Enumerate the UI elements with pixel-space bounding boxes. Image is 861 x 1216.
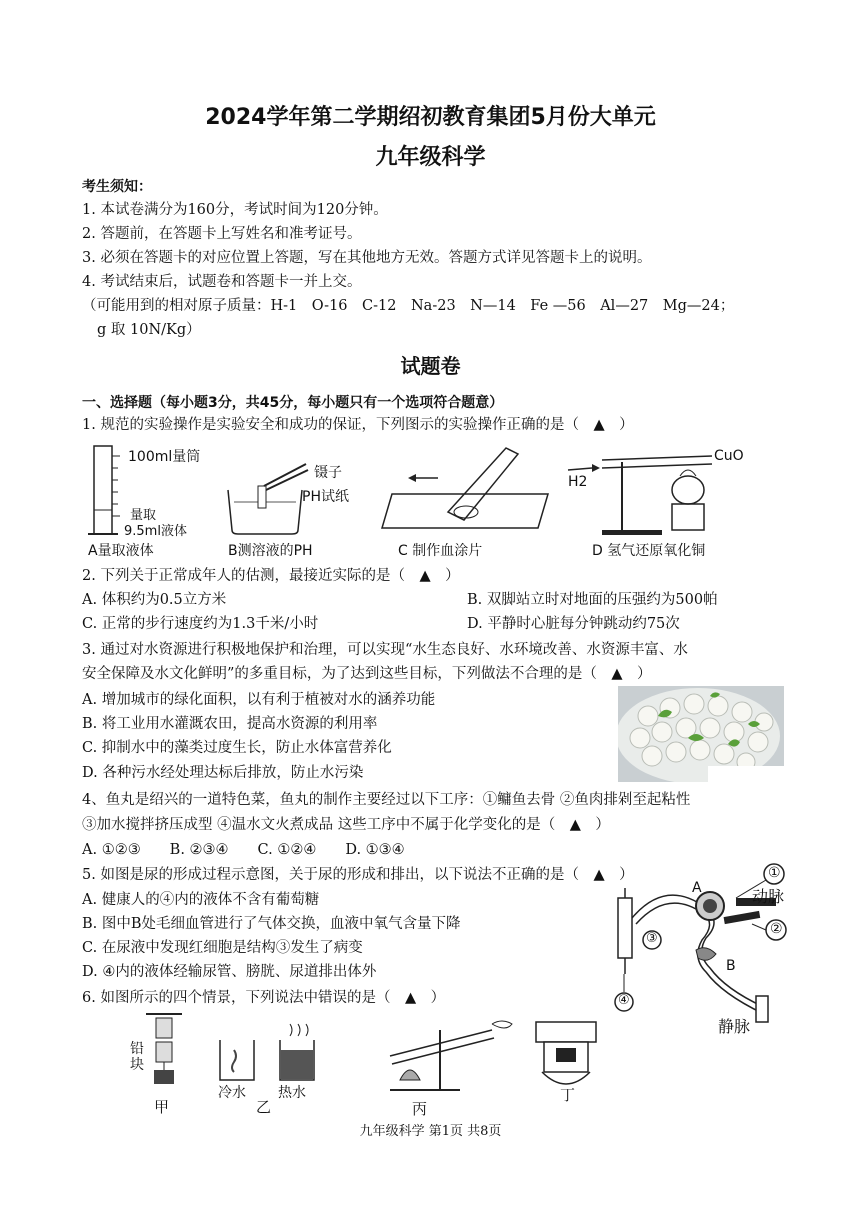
q6-label-block: 块 bbox=[130, 1057, 144, 1073]
q5-label-a: A bbox=[692, 880, 702, 896]
q1d-label-cuo: CuO bbox=[714, 448, 744, 464]
q6-label-lead: 铅 bbox=[130, 1041, 144, 1057]
section-1-heading: 一、选择题（每小题3分，共45分，每小题只有一个选项符合题意） bbox=[82, 395, 504, 411]
q6-stem: 6. 如图所示的四个情景，下列说法中错误的是（ ▲ ） bbox=[82, 990, 446, 1006]
q3-stem-line-2: 安全保障及水文化鲜明”的多重目标，为了达到这些目标，下列做法不合理的是（ ▲ ） bbox=[82, 666, 652, 682]
q1-figure-d bbox=[562, 440, 762, 560]
notice-item-2: 2. 答题前，在答题卡上写姓名和准考证号。 bbox=[82, 226, 362, 242]
q1b-label-tweezers: 镊子 bbox=[314, 465, 342, 481]
exam-subtitle: 九年级科学 bbox=[375, 145, 486, 170]
q1d-caption: D 氢气还原氧化铜 bbox=[592, 543, 706, 559]
q5-label-3: ③ bbox=[646, 931, 658, 946]
notice-item-1: 1. 本试卷满分为160分，考试时间为120分钟。 bbox=[82, 202, 388, 218]
paper-title: 试题卷 bbox=[400, 354, 461, 378]
q1b-caption: B测溶液的PH bbox=[228, 543, 313, 559]
q5-option-a: A. 健康人的④内的液体不含有葡萄糖 bbox=[82, 892, 320, 908]
q5-label-vein: 静脉 bbox=[718, 1017, 751, 1036]
q1b-label-ph-paper: PH试纸 bbox=[302, 489, 349, 505]
q1a-caption: A量取液体 bbox=[88, 543, 154, 559]
fish-balls-image bbox=[618, 686, 784, 782]
notice-item-3: 3. 必须在答题卡的对应位置上答题，写在其他地方无效。答题方式详见答题卡上的说明。 bbox=[82, 250, 652, 266]
q1-figure-c bbox=[378, 440, 558, 560]
exam-title: 2024学年第二学期绍初教育集团5月份大单元 bbox=[205, 105, 656, 130]
notice-item-4: 4. 考试结束后，试题卷和答题卡一并上交。 bbox=[82, 274, 362, 290]
notice-heading: 考生须知： bbox=[82, 179, 152, 195]
q5-option-b: B. 图中B处毛细血管进行了气体交换，血液中氧气含量下降 bbox=[82, 916, 461, 932]
q4-stem-line-1: 4、鱼丸是绍兴的一道特色菜，鱼丸的制作主要经过以下工序：①鳙鱼去骨 ②鱼肉排剁至起粘性 bbox=[82, 792, 691, 808]
q4-options: A. ①②③ B. ②③④ C. ①②④ D. ①③④ bbox=[82, 842, 405, 858]
q5-label-2: ② bbox=[770, 921, 783, 937]
atomic-mass-line-1: （可能用到的相对原子质量：H-1 O-16 C-12 Na-23 N—14 Fe —56 Al—27 Mg—24； bbox=[82, 298, 735, 314]
fish-ball-photo bbox=[618, 686, 784, 782]
q6-label-cold-water: 冷水 bbox=[218, 1085, 246, 1101]
q5-label-artery: 动脉 bbox=[752, 887, 785, 906]
q1d-label-h2: H2 bbox=[568, 474, 588, 490]
page-footer: 九年级科学 第1页 共8页 bbox=[359, 1124, 502, 1139]
q1-stem: 1. 规范的实验操作是实验安全和成功的保证，下列图示的实验操作正确的是（ ▲ ） bbox=[82, 417, 634, 433]
q5-label-b: B bbox=[726, 958, 736, 974]
q5-stem: 5. 如图是尿的形成过程示意图，关于尿的形成和排出，以下说法不正确的是（ ▲ ） bbox=[82, 867, 634, 883]
q5-label-1: ① bbox=[768, 865, 781, 881]
q1c-caption: C 制作血涂片 bbox=[398, 543, 483, 559]
q6-caption-bing: 丙 bbox=[412, 1100, 428, 1118]
q6-scenes-diagram bbox=[120, 1010, 620, 1120]
q4-stem-line-2: ③加水搅拌挤压成型 ④温水文火煮成品 这些工序中不属于化学变化的是（ ▲ ） bbox=[82, 817, 610, 833]
q3-option-c: C. 抑制水中的藻类过度生长，防止水体富营养化 bbox=[82, 740, 392, 756]
q6-label-hot-water: 热水 bbox=[278, 1085, 306, 1101]
q2-option-b: B. 双脚站立时对地面的压强约为500帕 bbox=[467, 592, 718, 608]
q1a-label-volume: 9.5ml液体 bbox=[124, 524, 187, 539]
q5-label-4: ④ bbox=[618, 993, 630, 1008]
q3-option-a: A. 增加城市的绿化面积，以有利于植被对水的涵养功能 bbox=[82, 692, 436, 708]
q2-option-c: C. 正常的步行速度约为1.3千米/小时 bbox=[82, 616, 319, 632]
q5-option-c: C. 在尿液中发现红细胞是结构③发生了病变 bbox=[82, 940, 363, 956]
q3-option-d: D. 各种污水经处理达标后排放，防止水污染 bbox=[82, 765, 364, 781]
q1-figure-a bbox=[80, 440, 230, 560]
q2-option-a: A. 体积约为0.5立方米 bbox=[82, 592, 227, 608]
q1-figure-b bbox=[222, 440, 372, 560]
q3-stem-line-1: 3. 通过对水资源进行积极地保护和治理，可以实现“水生态良好、水环境改善、水资源丰富、水 bbox=[82, 642, 688, 658]
atomic-mass-line-2: g 取 10N/Kg） bbox=[97, 322, 201, 338]
q3-option-b: B. 将工业用水灌溉农田，提高水资源的利用率 bbox=[82, 716, 378, 732]
q6-caption-ding: 丁 bbox=[560, 1086, 576, 1104]
q5-option-d: D. ④内的液体经输尿管、膀胱、尿道排出体外 bbox=[82, 964, 377, 980]
q5-nephron-figure bbox=[606, 858, 806, 1038]
q1a-label-cylinder: 100ml量筒 bbox=[128, 449, 201, 465]
q6-caption-yi: 乙 bbox=[256, 1098, 272, 1116]
q2-option-d: D. 平静时心脏每分钟跳动约75次 bbox=[467, 616, 680, 632]
q1a-label-measure: 量取 bbox=[130, 508, 157, 523]
q6-caption-jia: 甲 bbox=[154, 1098, 170, 1116]
q6-figures bbox=[120, 1010, 620, 1120]
q2-stem: 2. 下列关于正常成年人的估测，最接近实际的是（ ▲ ） bbox=[82, 568, 460, 584]
